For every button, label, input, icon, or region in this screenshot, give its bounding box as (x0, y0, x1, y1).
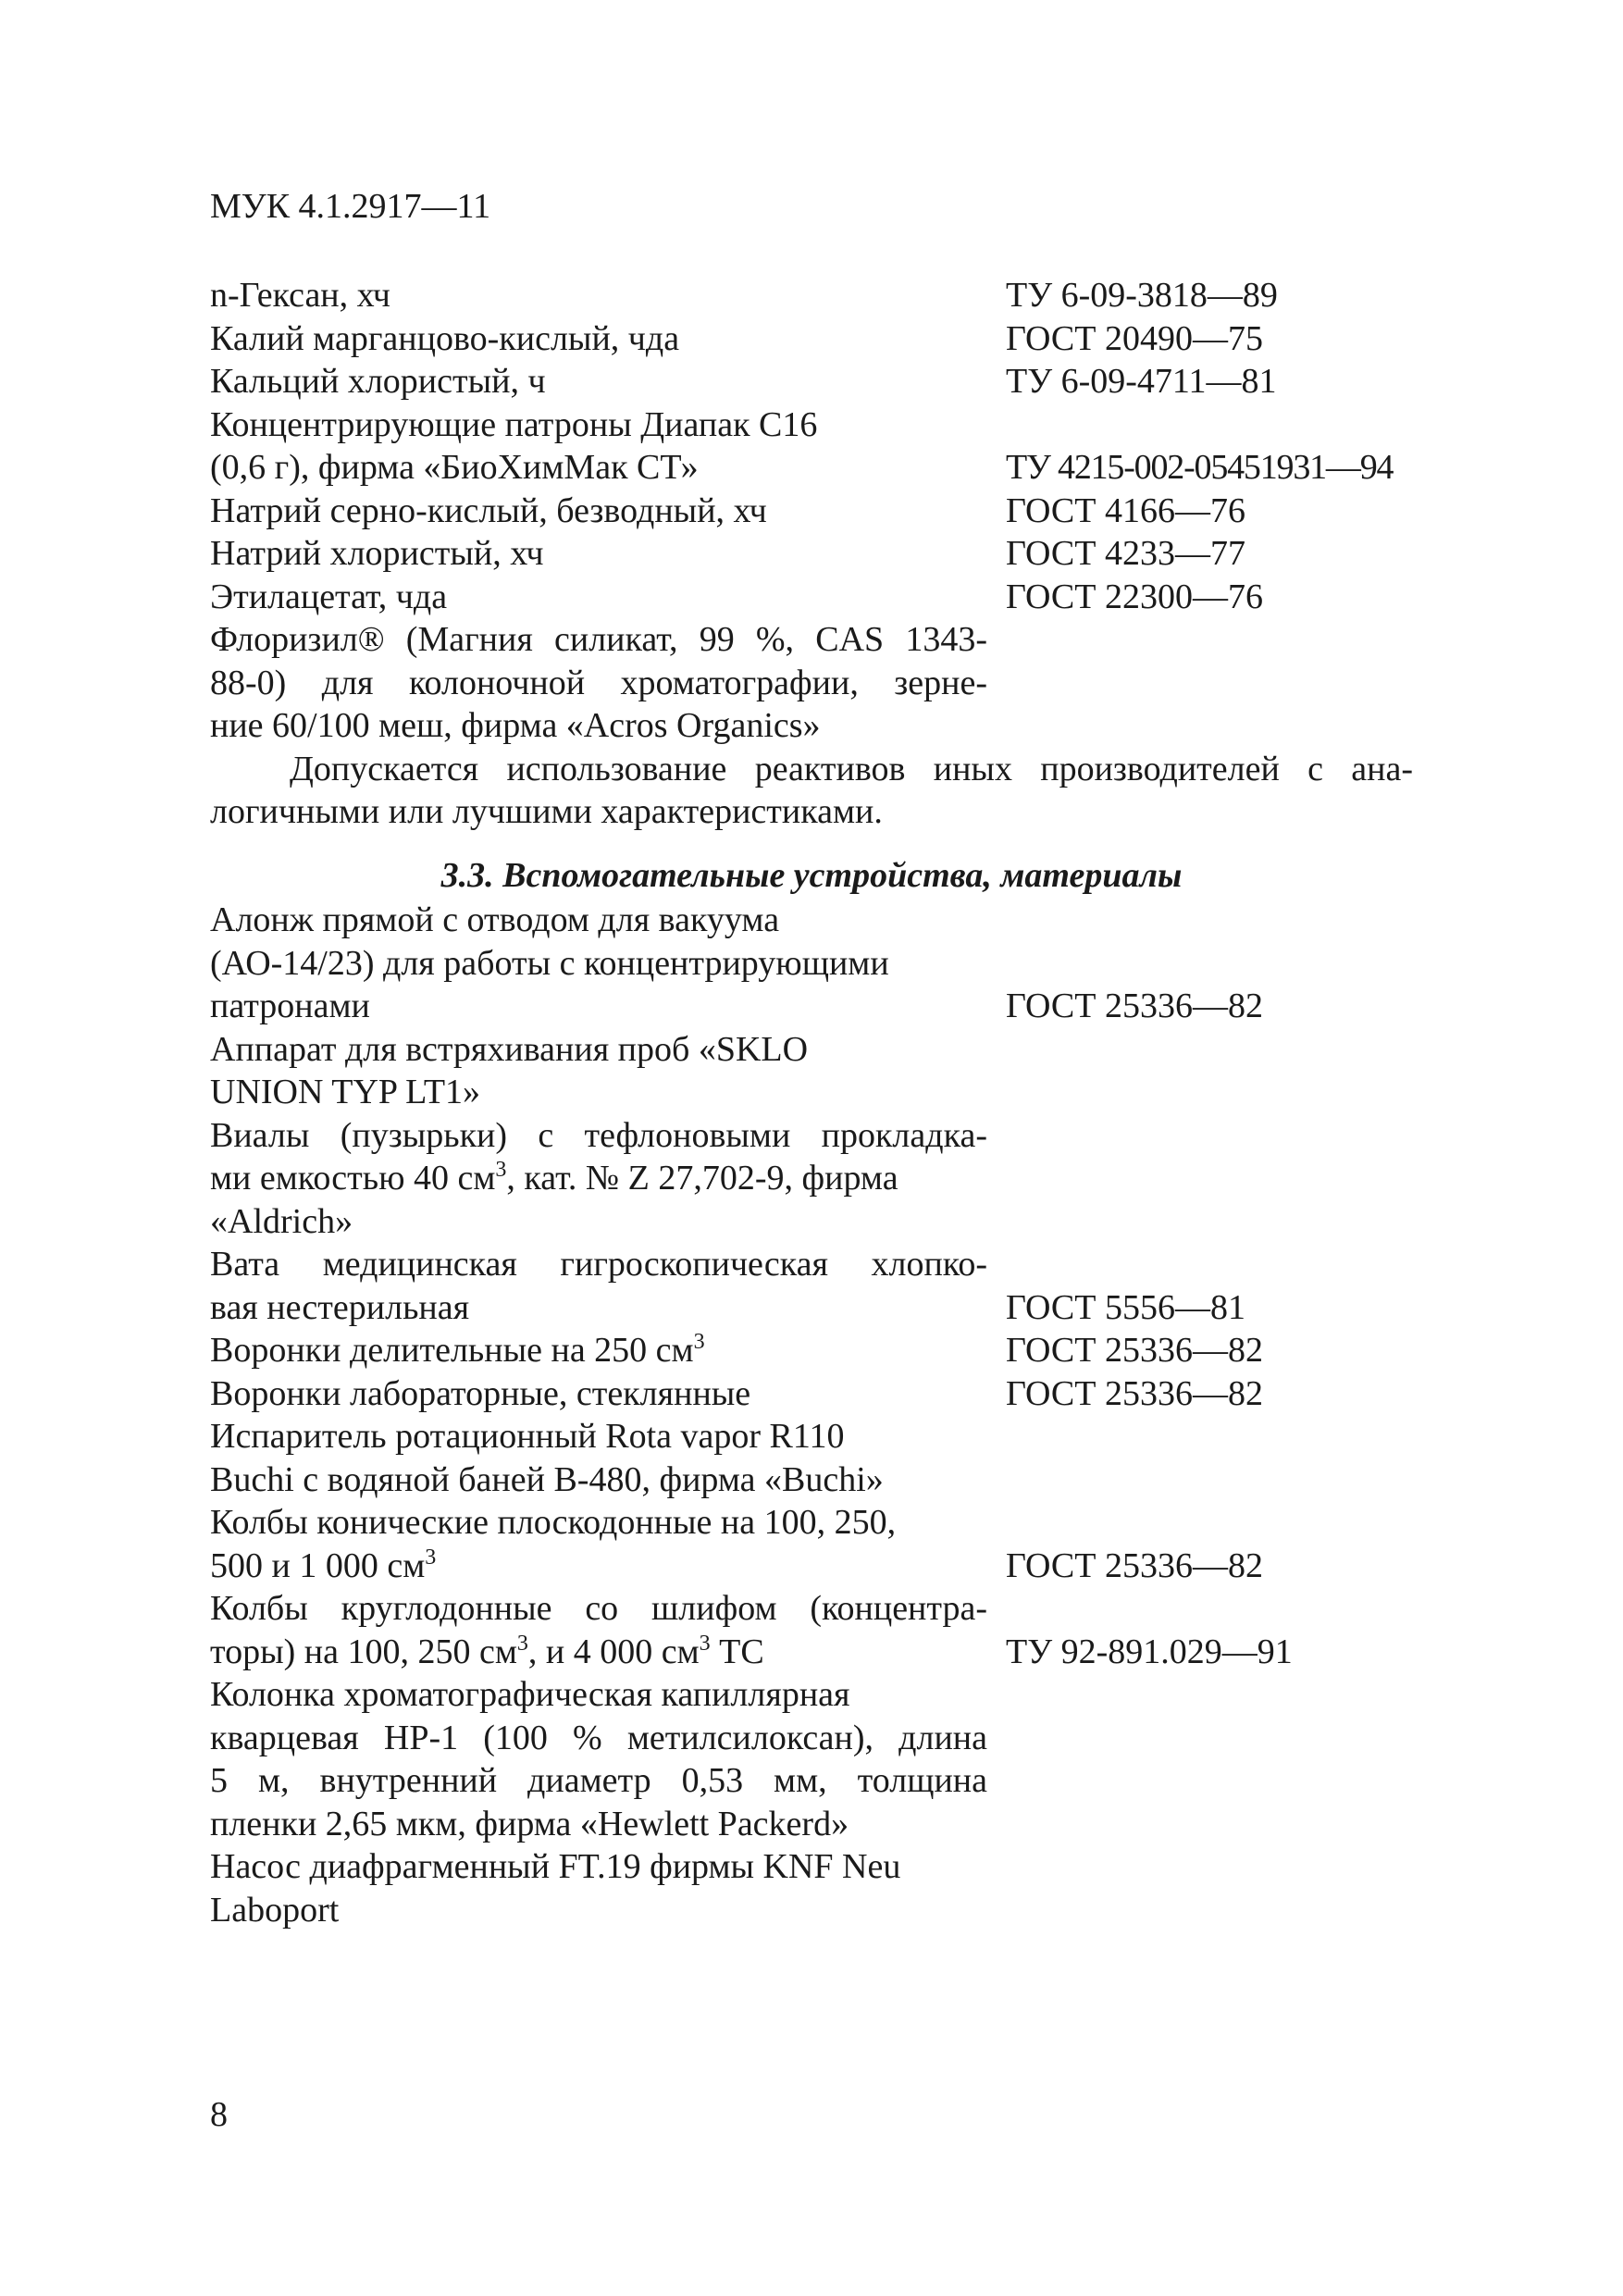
reagent-standard: ТУ 4215-002-05451931—94 (1006, 448, 1394, 487)
reagent-row (210, 274, 1413, 317)
reagent-name-cont: 88-0) для колоночной хроматографии, зерне- (210, 663, 987, 702)
equipment-standard: ГОСТ 5556—81 (1006, 1287, 1245, 1327)
equipment-name (210, 1329, 1006, 1372)
reagents-note (210, 748, 1413, 834)
equipment-name: Воронки лабораторные, стеклянные (210, 1373, 751, 1413)
equipment-standard: ГОСТ 25336—82 (1006, 1331, 1263, 1370)
equipment-name-cont: 5 м, внутренний диаметр 0,53 мм, толщина (210, 1761, 987, 1800)
section-heading: 3.3. Вспомогательные устройства, материалы (440, 855, 1183, 895)
equipment-row (210, 1329, 1413, 1372)
reagent-name-cont: ние 60/100 меш, фирма «Acros Organics» (210, 706, 821, 745)
text-part: , и 4 000 см (527, 1632, 700, 1671)
equipment-name: Алонж прямой с отводом для вакуума (210, 900, 780, 939)
equipment-name-cont: (АО-14/23) для работы с концентрирующими (210, 943, 889, 983)
equipment-row (210, 1415, 1413, 1501)
equipment-row (210, 1028, 1413, 1114)
equipment-name-cont: патронами (210, 987, 370, 1025)
equipment-name-cont: Laboport (210, 1890, 340, 1930)
equipment-name: Аппарат для встряхивания проб «SKLO (210, 1029, 809, 1069)
equipment-row (210, 1673, 1413, 1845)
text-part: , кат. № Z 27,702-9, фирма (506, 1159, 898, 1198)
equipment-standard: ГОСТ 25336—82 (1006, 987, 1263, 1025)
reagent-name-cont: (0,6 г), фирма «БиоХимМак СТ» (210, 448, 699, 487)
equipment-row (210, 1501, 1413, 1587)
equipment-row (210, 1845, 1413, 1931)
equipment-name: Вата медицинская гигроскопическая хлопко- (210, 1245, 987, 1284)
reagent-row (210, 490, 1413, 533)
equipment-row (210, 899, 1413, 1028)
reagent-row (210, 317, 1413, 361)
equipment-name-cont: Buchi с водяной баней В-480, фирма «Buchi» (210, 1459, 884, 1499)
text-part: ми емкостью 40 см (210, 1159, 496, 1198)
superscript: 3 (425, 1545, 437, 1570)
reagent-standard: ГОСТ 4166—76 (1006, 490, 1245, 530)
reagent-standard: ГОСТ 4233—77 (1006, 534, 1245, 573)
equipment-row (210, 1114, 1413, 1244)
equipment-name-cont: кварцевая НР-1 (100 % метилсилоксан), длина (210, 1718, 987, 1757)
superscript: 3 (693, 1330, 705, 1354)
equipment-name-cont (210, 1545, 1006, 1588)
reagent-row (210, 532, 1413, 576)
equipment-name-cont: пленки 2,65 мкм, фирма «Hewlett Packerd» (210, 1804, 849, 1843)
reagent-row (210, 360, 1413, 403)
equipment-row (210, 1587, 1413, 1673)
reagent-name: Натрий хлористый, хч (210, 534, 544, 573)
equipment-row (210, 1243, 1413, 1329)
reagent-name: Калий марганцово-кислый, чда (210, 318, 680, 358)
equipment-name-cont: UNION TYP LT1» (210, 1073, 481, 1111)
equipment-name: Колбы конические плоскодонные на 100, 250, (210, 1503, 897, 1542)
equipment-name: Колонка хроматографическая капиллярная (210, 1675, 850, 1714)
reagent-name: n-Гексан, хч (210, 276, 390, 315)
reagent-standard: ГОСТ 20490—75 (1006, 318, 1263, 358)
reagent-standard: ТУ 6-09-3818—89 (1006, 276, 1278, 315)
equipment-name: Испаритель ротационный Rota vapor R110 (210, 1417, 845, 1456)
reagent-standard: ТУ 6-09-4711—81 (1006, 362, 1277, 401)
equipment-name-cont (210, 1157, 1006, 1200)
reagent-name: Кальций хлористый, ч (210, 362, 546, 401)
text-part: Воронки делительные на 250 см (210, 1331, 694, 1370)
reagent-row (210, 618, 1413, 748)
superscript: 3 (516, 1631, 528, 1656)
document-code-header: МУК 4.1.2917—11 (210, 187, 491, 226)
equipment-standard: ГОСТ 25336—82 (1006, 1373, 1263, 1413)
equipment-standard: ТУ 92-891.029—91 (1006, 1632, 1293, 1671)
reagent-standard: ГОСТ 22300—76 (1006, 577, 1263, 616)
equipment-name: Колбы круглодонные со шлифом (концентра- (210, 1589, 987, 1628)
reagent-name: Натрий серно-кислый, безводный, хч (210, 490, 767, 530)
reagent-row (210, 576, 1413, 619)
equipment-name: Насос диафрагменный FT.19 фирмы KNF Neu (210, 1847, 901, 1886)
page-number: 8 (210, 2095, 228, 2134)
text-part: торы) на 100, 250 см (210, 1632, 517, 1671)
reagent-name: Концентрирующие патроны Диапак С16 (210, 404, 818, 444)
note-line: Допускается использование реактивов иных производителей с ана- (290, 749, 1413, 788)
text-part: 500 и 1 000 см (210, 1545, 426, 1585)
equipment-name-cont: вая нестерильная (210, 1287, 470, 1327)
equipment-name-cont (210, 1631, 1006, 1674)
equipment-name: Виалы (пузырьки) с тефлоновыми прокладка- (210, 1115, 987, 1155)
equipment-row (210, 1372, 1413, 1416)
reagent-row (210, 403, 1413, 490)
equipment-name-cont: «Aldrich» (210, 1201, 353, 1241)
page-content (210, 274, 1413, 1931)
reagent-name: Этилацетат, чда (210, 577, 448, 616)
text-part: ТС (710, 1632, 764, 1671)
note-line: логичными или лучшими характеристиками. (210, 792, 883, 831)
reagent-name: Флоризил® (Магния силикат, 99 %, CAS 1343- (210, 620, 987, 659)
superscript: 3 (495, 1158, 507, 1182)
superscript: 3 (699, 1631, 711, 1656)
equipment-standard: ГОСТ 25336—82 (1006, 1545, 1263, 1585)
